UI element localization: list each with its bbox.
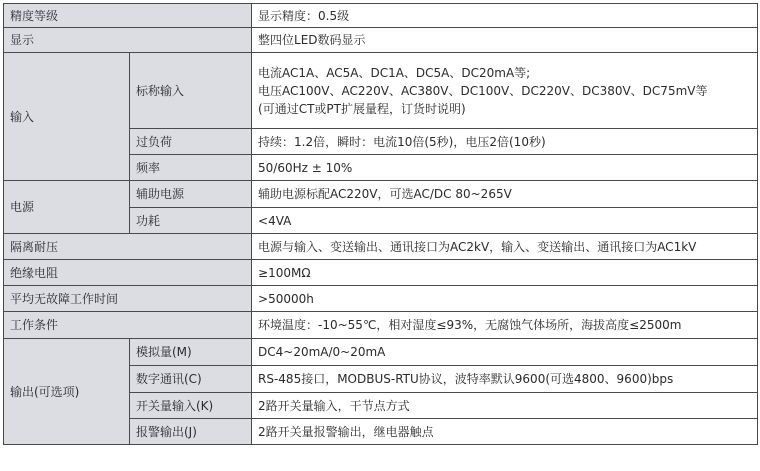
table-row: [4, 286, 758, 312]
analog-output-value: DC4~20mA/0~20mA: [252, 339, 758, 366]
alarm-output-label: 报警输出(J): [130, 419, 252, 445]
display-value: 整四位LED数码显示: [252, 28, 758, 53]
spec-table: [3, 3, 758, 445]
nominal-input-line: 电压AC100V、AC220V、AC380V、DC100V、DC220V、DC380V、DC75mV等: [258, 83, 708, 98]
comm-value: RS-485接口，MODBUS-RTU协议，波特率默认9600(可选4800、9600)bps: [252, 366, 758, 393]
consumption-value: <4VA: [252, 208, 758, 234]
conditions-value: 环境温度：-10~55℃，相对湿度≤93%，无腐蚀气体场所，海拔高度≤2500m: [252, 312, 758, 339]
switch-input-value: 2路开关量输入，干节点方式: [252, 393, 758, 419]
table-row: [4, 260, 758, 286]
aux-power-label: 辅助电源: [130, 181, 252, 208]
table-row: [4, 181, 758, 208]
display-label: 显示: [4, 28, 252, 53]
table-row: [4, 53, 758, 129]
analog-output-label: 模拟量(M): [130, 339, 252, 366]
consumption-label: 功耗: [130, 208, 252, 234]
precision-value: 显示精度：0.5级: [252, 4, 758, 28]
table-row: [4, 28, 758, 53]
table-row: [4, 312, 758, 339]
insulation-value: ≥100MΩ: [252, 260, 758, 286]
output-label: 输出(可选项): [4, 339, 130, 445]
insulation-label: 绝缘电阻: [4, 260, 252, 286]
isolation-value: 电源与输入、变送输出、通讯接口为AC2kV，输入、变送输出、通讯接口为AC1kV: [252, 234, 758, 260]
comm-label: 数字通讯(C): [130, 366, 252, 393]
nominal-input-line: (可通过CT或PT扩展量程，订货时说明): [258, 101, 466, 116]
nominal-input-value: [252, 53, 758, 129]
mtbf-label: 平均无故障工作时间: [4, 286, 252, 312]
frequency-label: 频率: [130, 155, 252, 181]
table-row: [4, 339, 758, 366]
alarm-output-value: 2路开关量报警输出，继电器触点: [252, 419, 758, 445]
aux-power-value: 辅助电源标配AC220V，可选AC/DC 80~265V: [252, 181, 758, 208]
overload-value: 持续：1.2倍，瞬时：电流10倍(5秒)，电压2倍(10秒): [252, 129, 758, 155]
precision-label: 精度等级: [4, 4, 252, 28]
conditions-label: 工作条件: [4, 312, 252, 339]
input-label: 输入: [4, 53, 130, 181]
power-label: 电源: [4, 181, 130, 234]
overload-label: 过负荷: [130, 129, 252, 155]
frequency-value: 50/60Hz ± 10%: [252, 155, 758, 181]
table-row: [4, 4, 758, 28]
nominal-input-label: 标称输入: [130, 53, 252, 129]
table-row: [4, 234, 758, 260]
nominal-input-line: 电流AC1A、AC5A、DC1A、DC5A、DC20mA等;: [258, 65, 531, 80]
switch-input-label: 开关量输入(K): [130, 393, 252, 419]
mtbf-value: >50000h: [252, 286, 758, 312]
isolation-label: 隔离耐压: [4, 234, 252, 260]
